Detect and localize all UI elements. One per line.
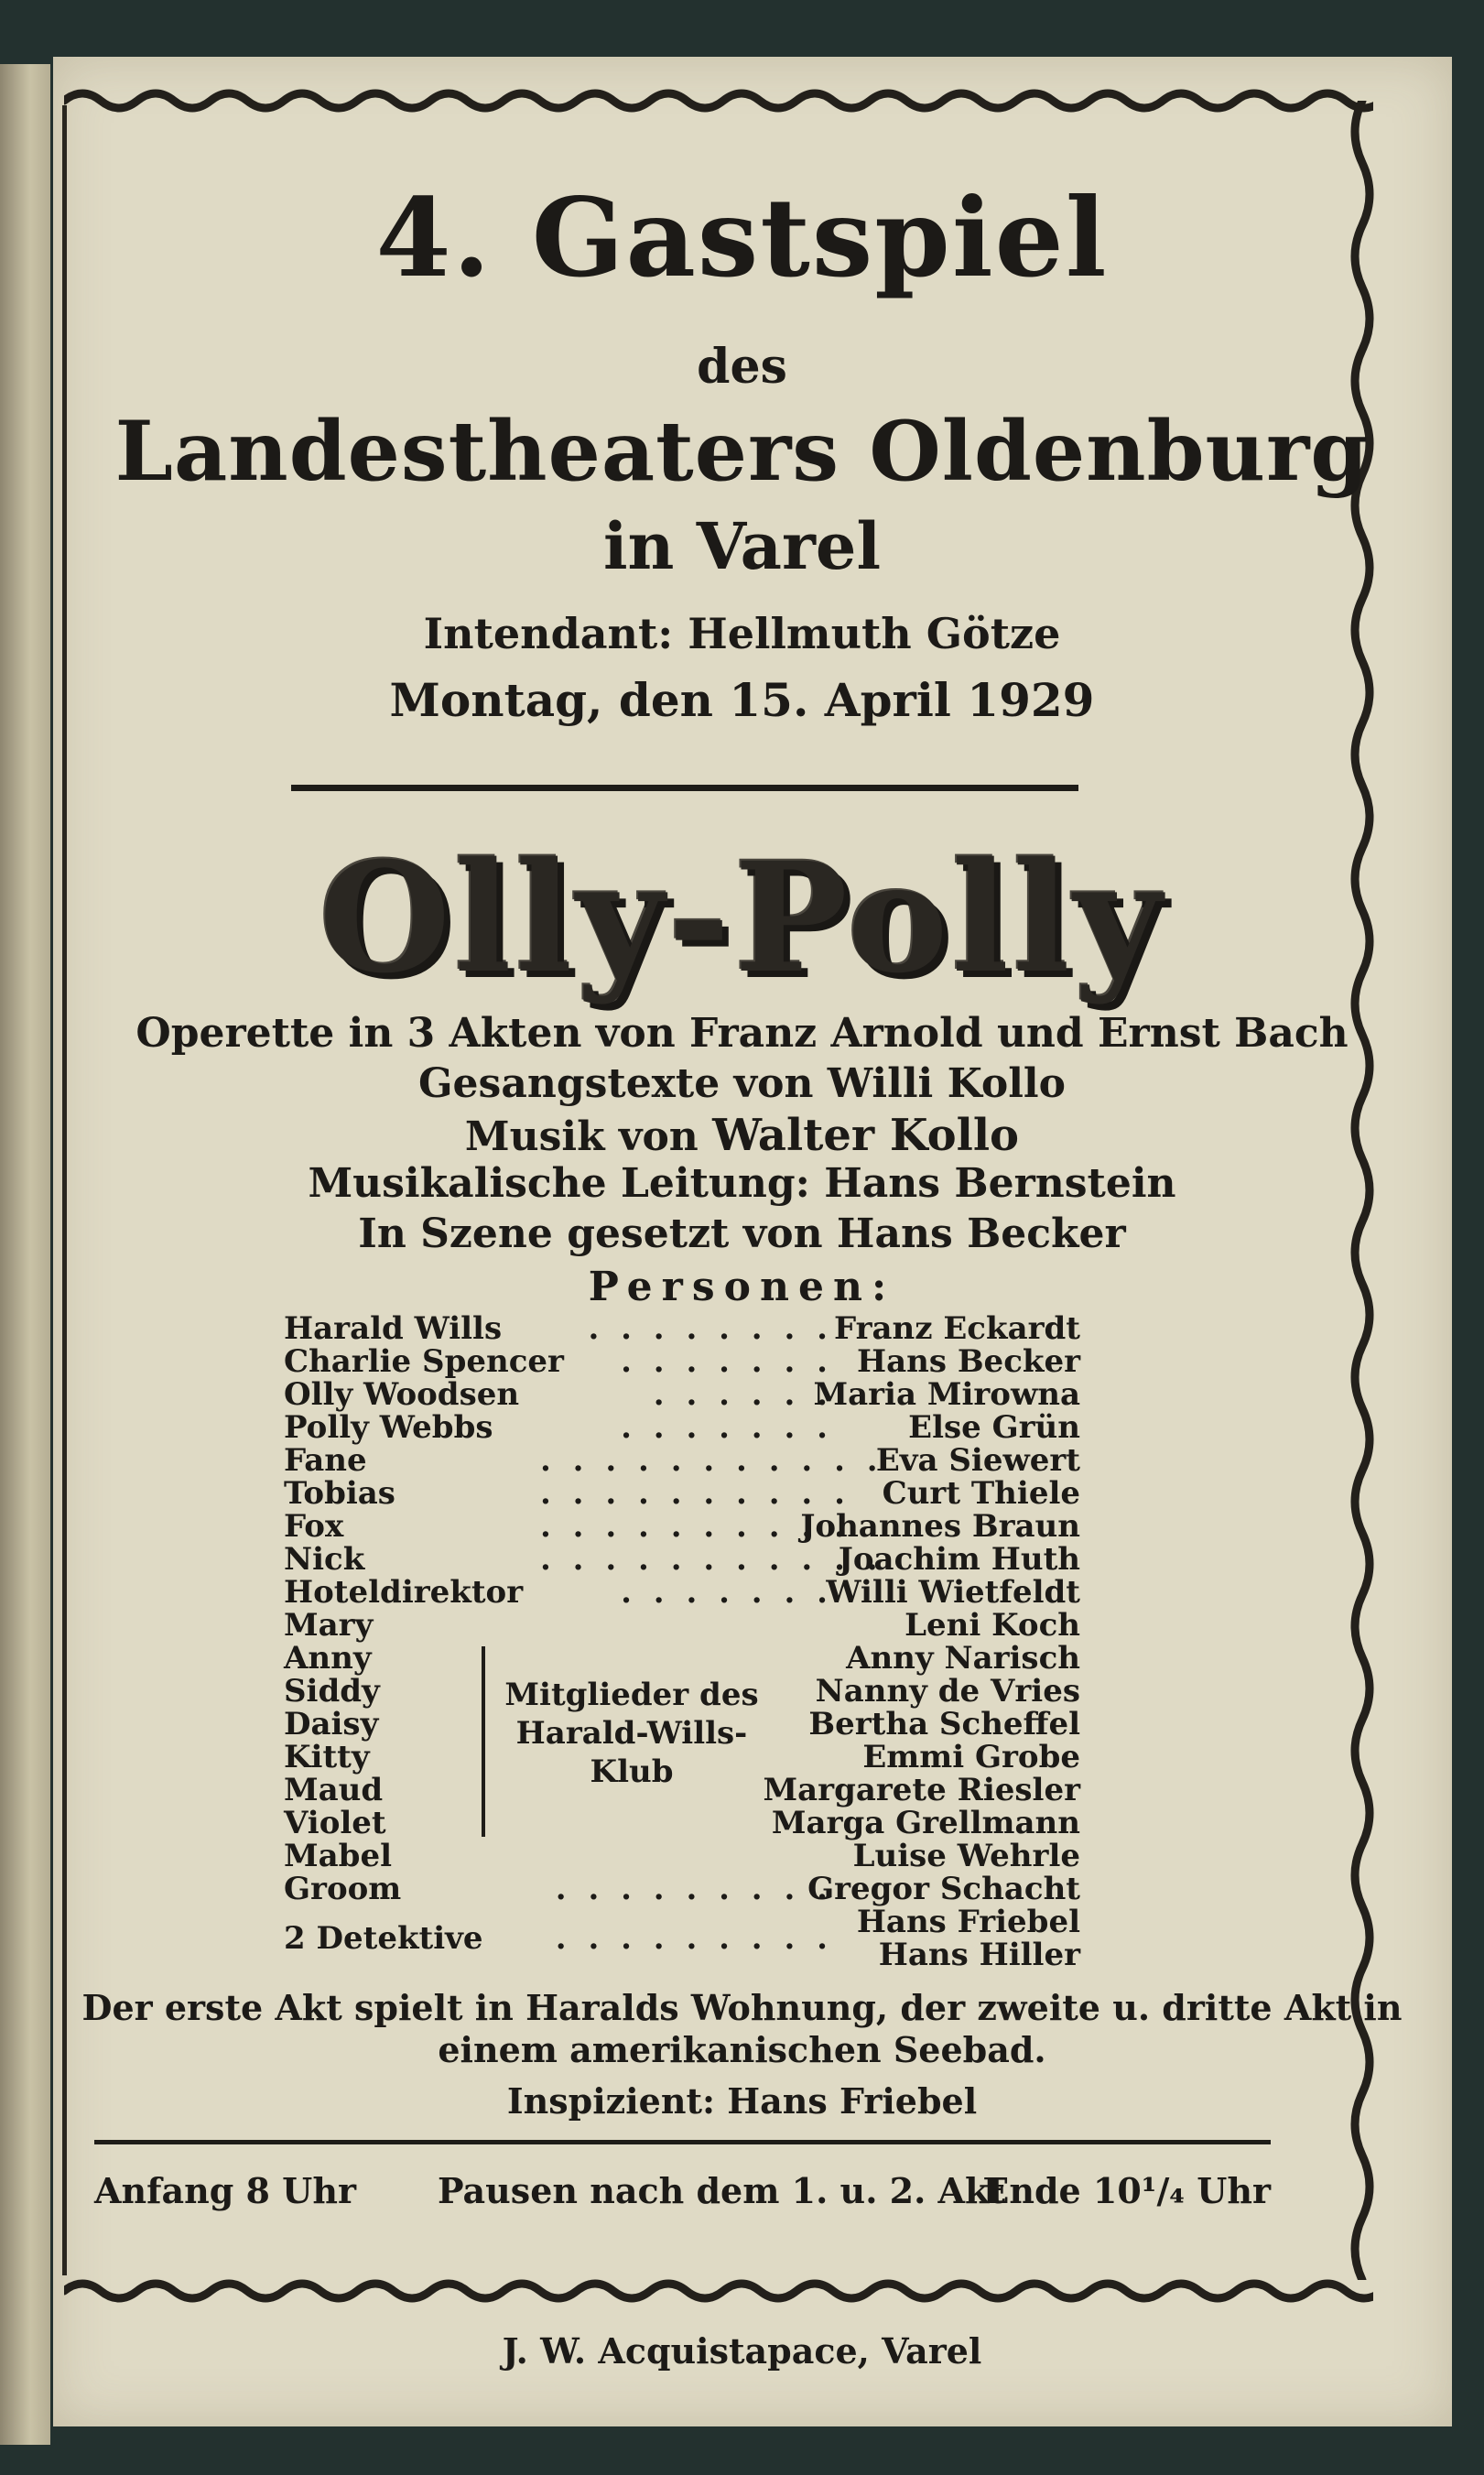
- cast-actor: Leni Koch: [904, 1607, 1080, 1644]
- cast-role: Groom: [284, 1871, 402, 1907]
- credit-staging: In Szene gesetzt von Hans Becker: [358, 1210, 1126, 1257]
- credit-direction: Musikalische Leitung: Hans Bernstein: [308, 1160, 1176, 1207]
- credit-music-prefix: Musik von: [464, 1113, 699, 1160]
- setting-note-line1: Der erste Akt spielt in Haralds Wohnung, der zweite u. dritte Akt in: [81, 1987, 1403, 2028]
- cast-dots: . . . . . . .: [621, 1409, 833, 1446]
- club-label: [494, 1676, 769, 1791]
- cast-dots: . . . . . .: [653, 1376, 833, 1413]
- cast-role: Fane: [284, 1442, 367, 1479]
- cast-actor: Hans Becker: [856, 1343, 1080, 1380]
- show-title: Olly-Polly: [319, 829, 1165, 1006]
- cast-actor: Bertha Scheffel: [808, 1706, 1080, 1742]
- credit-lyrics: Gesangstexte von Willi Kollo: [417, 1060, 1066, 1107]
- cast-role: Mary: [284, 1607, 374, 1644]
- pause-info: Pausen nach dem 1. u. 2. Akt: [438, 2170, 1005, 2211]
- cast-actor: Emmi Grobe: [862, 1739, 1080, 1775]
- inspizient-line: Inspizient: Hans Friebel: [506, 2080, 978, 2122]
- cast-actor: Gregor Schacht: [807, 1871, 1080, 1907]
- cast-actor: Johannes Braun: [800, 1508, 1080, 1545]
- composer-name: Walter Kollo: [712, 1110, 1020, 1161]
- cast-dots: . . . . . . .: [621, 1343, 833, 1380]
- setting-note-line2: einem amerikanischen Seebad.: [438, 2029, 1046, 2070]
- cast-row: [284, 1642, 1080, 1675]
- cast-dots: . . . . . . . . .: [555, 1871, 833, 1907]
- cast-row: [284, 1938, 1080, 1971]
- cast-role: Charlie Spencer: [284, 1343, 564, 1380]
- cast-row: [284, 1543, 1080, 1576]
- cast-actor: Hans Friebel: [856, 1904, 1080, 1940]
- cast-actor: Eva Siewert: [875, 1442, 1080, 1479]
- cast-dots: . . . . . . . . . .: [540, 1475, 850, 1512]
- cast-row: [284, 1609, 1080, 1642]
- cast-actor: Maria Mirowna: [813, 1376, 1080, 1413]
- cast-role: Daisy: [284, 1706, 379, 1742]
- cast-role: Harald Wills: [284, 1310, 503, 1347]
- intendant-line: Intendant: Hellmuth Götze: [423, 609, 1061, 658]
- cast-role: Hoteldirektor: [284, 1574, 524, 1611]
- performance-date: Montag, den 15. April 1929: [389, 673, 1095, 727]
- cast-row: [284, 1576, 1080, 1609]
- cast-dots: . . . . . . . . . . .: [540, 1442, 883, 1479]
- cast-actor: Luise Wehrle: [852, 1838, 1080, 1874]
- personen-heading: Personen:: [588, 1264, 896, 1310]
- cast-actor: Else Grün: [908, 1409, 1080, 1446]
- printer-imprint: J. W. Acquistapace, Varel: [502, 2330, 982, 2372]
- cast-actor: Margarete Riesler: [763, 1772, 1080, 1808]
- club-line: Harald-Wills-: [515, 1715, 748, 1752]
- cast-row: [284, 1411, 1080, 1444]
- cast-actor: Curt Thiele: [882, 1475, 1080, 1512]
- cast-role: Nick: [284, 1541, 365, 1578]
- cast-role: Olly Woodsen: [284, 1376, 520, 1413]
- cast-dots: . . . . . . . . . . .: [540, 1541, 883, 1578]
- city-name: in Varel: [602, 508, 882, 584]
- cast-row: [284, 1444, 1080, 1477]
- cast-role: Maud: [284, 1772, 384, 1808]
- program-title: 4. Gastspiel: [375, 174, 1109, 301]
- cast-row: [284, 1840, 1080, 1873]
- cast-role: Siddy: [284, 1673, 380, 1710]
- theater-name: Landestheaters Oldenburg: [114, 403, 1370, 500]
- cast-row: [284, 1312, 1080, 1345]
- cast-dots: . . . . . . . .: [588, 1310, 833, 1347]
- footer-rule: [94, 2140, 1271, 2144]
- cast-actor: Hans Hiller: [878, 1937, 1080, 1973]
- cast-role: Tobias: [284, 1475, 395, 1512]
- cast-dots: . . . . . . .: [621, 1574, 833, 1611]
- cast-actor: Anny Narisch: [846, 1640, 1080, 1677]
- cast-row: [284, 1510, 1080, 1543]
- credit-operette: Operette in 3 Akten von Franz Arnold und Ernst Bach: [135, 1010, 1349, 1057]
- cast-row: [284, 1873, 1080, 1905]
- start-time: Anfang 8 Uhr: [94, 2170, 356, 2211]
- cast-role: Violet: [284, 1805, 386, 1841]
- cast-actor: Franz Eckardt: [834, 1310, 1080, 1347]
- cast-role: Kitty: [284, 1739, 370, 1775]
- cast-role: Anny: [284, 1640, 372, 1677]
- club-line: Klub: [590, 1753, 674, 1790]
- ornamental-border-top: [64, 84, 1373, 117]
- cast-role: Polly Webbs: [284, 1409, 493, 1446]
- cast-list: [284, 1312, 1080, 1971]
- cast-row: [284, 1378, 1080, 1411]
- detektive-role: 2 Detektive: [284, 1920, 483, 1957]
- cast-actor: Marga Grellmann: [771, 1805, 1080, 1841]
- cast-actor: Nanny de Vries: [815, 1673, 1080, 1710]
- article-des: des: [697, 339, 787, 395]
- detektive-dots: . . . . . . . . .: [555, 1920, 833, 1957]
- end-time: Ende 10¹/₄ Uhr: [982, 2170, 1271, 2211]
- ornamental-border-bottom: [64, 2274, 1373, 2307]
- cast-row: [284, 1477, 1080, 1510]
- cast-actor: Willi Wietfeldt: [826, 1574, 1080, 1611]
- cast-actor: Joachim Huth: [838, 1541, 1080, 1578]
- cast-role: Mabel: [284, 1838, 392, 1874]
- cast-role: Fox: [284, 1508, 344, 1545]
- cast-dots: . . . . . . . . . .: [540, 1508, 850, 1545]
- club-line: Mitglieder des: [504, 1677, 759, 1713]
- cast-row: [284, 1345, 1080, 1378]
- credit-music: [0, 1110, 1484, 1161]
- cast-row: [284, 1807, 1080, 1840]
- divider-rule: [291, 785, 1078, 791]
